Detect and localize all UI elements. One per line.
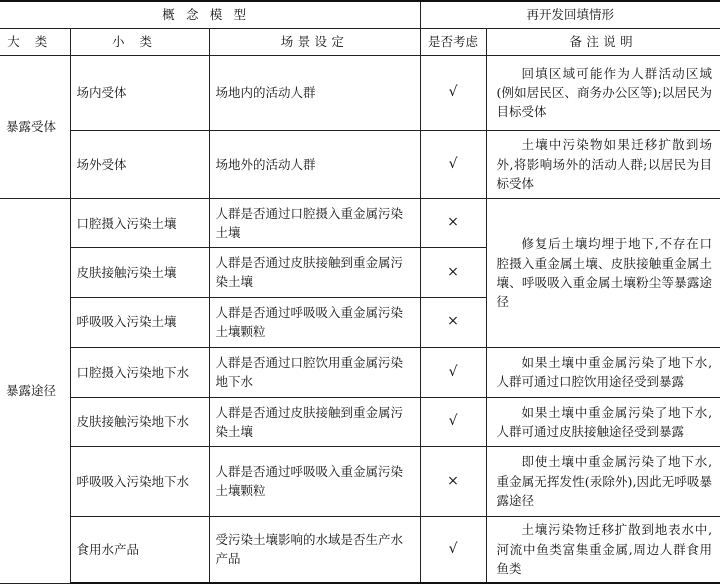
minor-cell: 皮肤接触污染地下水 bbox=[70, 397, 209, 446]
remark-cell: 如果土壤中重金属污染了地下水,人群可通过口腔饮用途径受到暴露 bbox=[486, 347, 720, 397]
remark-cell: 回填区域可能作为人群活动区域(例如居民区、商务办公区等);以居民为目标受体 bbox=[486, 55, 720, 130]
considered-cell: √ bbox=[420, 347, 486, 397]
table-row bbox=[0, 130, 720, 199]
considered-cell: √ bbox=[420, 516, 486, 583]
merged-remark-cell: 修复后土壤均埋于地下,不存在口腔摄入重金属土壤、皮肤接触重金属土壤、呼吸吸入重金属土壤粉尘等暴露途径 bbox=[486, 199, 720, 348]
header-row-top bbox=[0, 1, 720, 29]
considered-cell: √ bbox=[420, 55, 486, 130]
group-pathway: 暴露途径 bbox=[0, 199, 70, 583]
header-remarks: 备注说明 bbox=[486, 29, 720, 56]
minor-cell: 口腔摄入污染地下水 bbox=[70, 347, 209, 397]
header-minor-category: 小类 bbox=[70, 29, 209, 56]
remark-cell: 即使土壤中重金属污染了地下水,重金属无挥发性(汞除外),因此无呼吸暴露途径 bbox=[486, 447, 720, 517]
minor-cell: 皮肤接触污染土壤 bbox=[70, 248, 209, 297]
scenario-cell: 场地内的活动人群 bbox=[209, 55, 420, 130]
considered-cell: × bbox=[420, 447, 486, 517]
minor-cell: 呼吸吸入污染土壤 bbox=[70, 297, 209, 347]
header-redevelopment: 再开发回填情形 bbox=[420, 1, 720, 29]
scenario-cell: 人群是否通过皮肤接触到重金属污染土壤 bbox=[209, 397, 420, 446]
considered-cell: √ bbox=[420, 397, 486, 446]
minor-cell: 呼吸吸入污染地下水 bbox=[70, 447, 209, 517]
considered-cell: × bbox=[420, 199, 486, 248]
remark-cell: 如果土壤中重金属污染了地下水,人群可通过皮肤接触途径受到暴露 bbox=[486, 397, 720, 446]
considered-cell: × bbox=[420, 297, 486, 347]
table-row bbox=[0, 447, 720, 517]
scenario-cell: 场地外的活动人群 bbox=[209, 130, 420, 199]
header-considered: 是否考虑 bbox=[420, 29, 486, 56]
scenario-cell: 人群是否通过皮肤接触到重金属污染土壤 bbox=[209, 248, 420, 297]
remark-cell: 土壤污染物迁移扩散到地表水中,河流中鱼类富集重金属,周边人群食用鱼类 bbox=[486, 516, 720, 583]
table-row bbox=[0, 199, 720, 248]
considered-cell: √ bbox=[420, 130, 486, 199]
table-row bbox=[0, 397, 720, 446]
header-scenario: 场景设定 bbox=[209, 29, 420, 56]
header-major-category: 大类 bbox=[0, 29, 70, 56]
scenario-cell: 受污染土壤影响的水域是否生产水产品 bbox=[209, 516, 420, 583]
minor-cell: 食用水产品 bbox=[70, 516, 209, 583]
scenario-cell: 人群是否通过呼吸吸入重金属污染土壤颗粒 bbox=[209, 297, 420, 347]
group-receptor: 暴露受体 bbox=[0, 55, 70, 198]
scenario-cell: 人群是否通过口腔摄入重金属污染土壤 bbox=[209, 199, 420, 248]
table-row bbox=[0, 516, 720, 583]
considered-cell: × bbox=[420, 248, 486, 297]
table-row bbox=[0, 55, 720, 130]
header-concept-model: 概念模型 bbox=[0, 1, 420, 29]
minor-cell: 场外受体 bbox=[70, 130, 209, 199]
scenario-cell: 人群是否通过呼吸吸入重金属污染土壤颗粒 bbox=[209, 447, 420, 517]
minor-cell: 口腔摄入污染土壤 bbox=[70, 199, 209, 248]
remark-cell: 土壤中污染物如果迁移扩散到场外,将影响场外的活动人群;以居民为目标受体 bbox=[486, 130, 720, 199]
header-row-columns bbox=[0, 29, 720, 56]
scenario-cell: 人群是否通过口腔饮用重金属污染地下水 bbox=[209, 347, 420, 397]
minor-cell: 场内受体 bbox=[70, 55, 209, 130]
table-row bbox=[0, 347, 720, 397]
